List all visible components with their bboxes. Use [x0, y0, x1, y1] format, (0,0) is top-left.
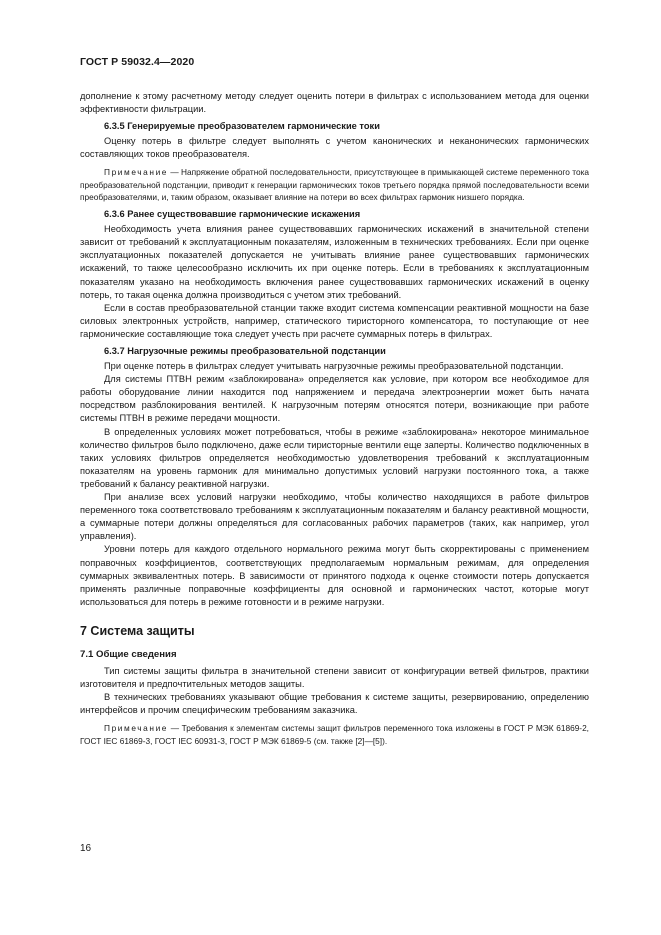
section-6-3-5-paragraph-1: Оценку потерь в фильтре следует выполнять с учетом канонических и неканонических гармонических составляющих токов преобразователя.: [80, 136, 589, 160]
section-6-3-7-paragraph-4: При анализе всех условий нагрузки необходимо, чтобы количество находящихся в работе фильтров переменного тока соответствовало требованиям к эксплуатационным показателям и балансу реактивной мощности, а суммарные потери должны определяться для согласованных рабочих параметров (таких, как например, угол управления).: [80, 492, 589, 542]
section-6-3-7-paragraph-2: Для системы ПТВН режим «заблокирована» определяется как условие, при котором все необходимое для работы оборудование линии находится под напряжением и передача электроэнергии может быть начата посредством разблокирования вентилей. К нагрузочным потерям относятся потери, возникающие при работе системы ПТВН в режиме передачи мощности.: [80, 374, 589, 424]
page-number: 16: [80, 843, 92, 854]
intro-paragraph: дополнение к этому расчетному методу следует оценить потери в фильтрах с использованием метода для оценки эффективности фильтрации.: [80, 91, 589, 115]
section-7-1-heading: 7.1 Общие сведения: [80, 648, 177, 660]
note-text: — Напряжение обратной последовательности, присутствующее в примыкающей системе переменного тока преобразовательной подстанции, приводит к генерации гармонических токов третьего порядка прямой последовательности всеми преобразователями, и, таким образом, оказывает влияние на потери во всех фильтрах гармоник низшего порядка.: [80, 167, 589, 202]
section-6-3-6-paragraph-1: Необходимость учета влияния ранее существовавших гармонических искажений в значительной степени зависит от требований к эксплуатационным показателям, изложенным в технических требованиях. Если при оценке эксплуатационных показателей допускается не учитывать влияние ранее существовавших гармонических искажений, то также целесообразно исключить их при оценке потерь. Если в требованиях к эксплуатационным показателям указано на необходимость включения ранее существовавших гармонических искажений в оценку потерь, то такая оценка должна производиться с учетом этих требований.: [80, 224, 589, 300]
section-6-3-5-heading: 6.3.5 Генерируемые преобразователем гармонические токи: [104, 121, 380, 132]
section-6-3-6-heading: 6.3.6 Ранее существовавшие гармонические искажения: [104, 209, 361, 220]
note-text: — Требования к элементам системы защит фильтров переменного тока изложены в ГОСТ Р МЭК 61869-2, ГОСТ IEC 61869-3, ГОСТ IEC 60931-3, ГОСТ Р МЭК 61869-5 (см. также [2]—[5]).: [80, 723, 589, 746]
standard-header: ГОСТ Р 59032.4—2020: [80, 56, 195, 68]
section-6-3-7-paragraph-1: При оценке потерь в фильтрах следует учитывать нагрузочные режимы преобразовательной подстанции.: [104, 361, 564, 372]
note-label: Примечание: [104, 167, 169, 178]
section-7-1-note: [80, 722, 589, 746]
page-content: [80, 90, 589, 752]
section-7-1-paragraph-2: В технических требованиях указывают общие требования к системе защиты, резервированию, определению интерфейсов и прочим специфическим требованиям заказчика.: [80, 692, 589, 716]
section-6-3-6-paragraph-2: Если в состав преобразовательной станции также входит система компенсации реактивной мощности на базе силовых электронных устройств, например, статического тиристорного компенсатора, то поступающие от нее гармонические составляющие тока следует учесть при расчете суммарных потерь в фильтрах.: [80, 302, 589, 339]
section-6-3-5-note: [80, 166, 589, 203]
section-6-3-7-heading: 6.3.7 Нагрузочные режимы преобразовательной подстанции: [104, 346, 386, 357]
section-6-3-7-paragraph-5: Уровни потерь для каждого отдельного нормального режима могут быть скорректированы с применением поправочных коэффициентов, соответствующих предполагаемым нормальным режимам, для определения суммарных эквивалентных потерь. В зависимости от принятого подхода к оценке стоимости потерь допускается применять различные поправочные коэффициенты для основной и гармонических частот, которые могут использоваться для потерь в режиме готовности и в режиме нагрузки.: [80, 544, 589, 607]
section-6-3-7-paragraph-3: В определенных условиях может потребоваться, чтобы в режиме «заблокирована» некоторое минимальное количество фильтров было подключено, даже если тиристорные вентили еще заперты. Количество подключенных в таких условиях фильтров определяется необходимостью удовлетворения требований к эксплуатационным показателям на уровень гармоник для минимально допустимых условий нагрузки постоянного тока, а также требований к балансу реактивной нагрузки.: [80, 426, 589, 489]
section-7-heading: 7 Система защиты: [80, 623, 195, 638]
note-label: Примечание: [104, 723, 169, 734]
section-7-1-paragraph-1: Тип системы защиты фильтра в значительной степени зависит от конфигурации ветвей фильтров, практики изготовителя и предпочтительных методов защиты.: [80, 666, 589, 690]
